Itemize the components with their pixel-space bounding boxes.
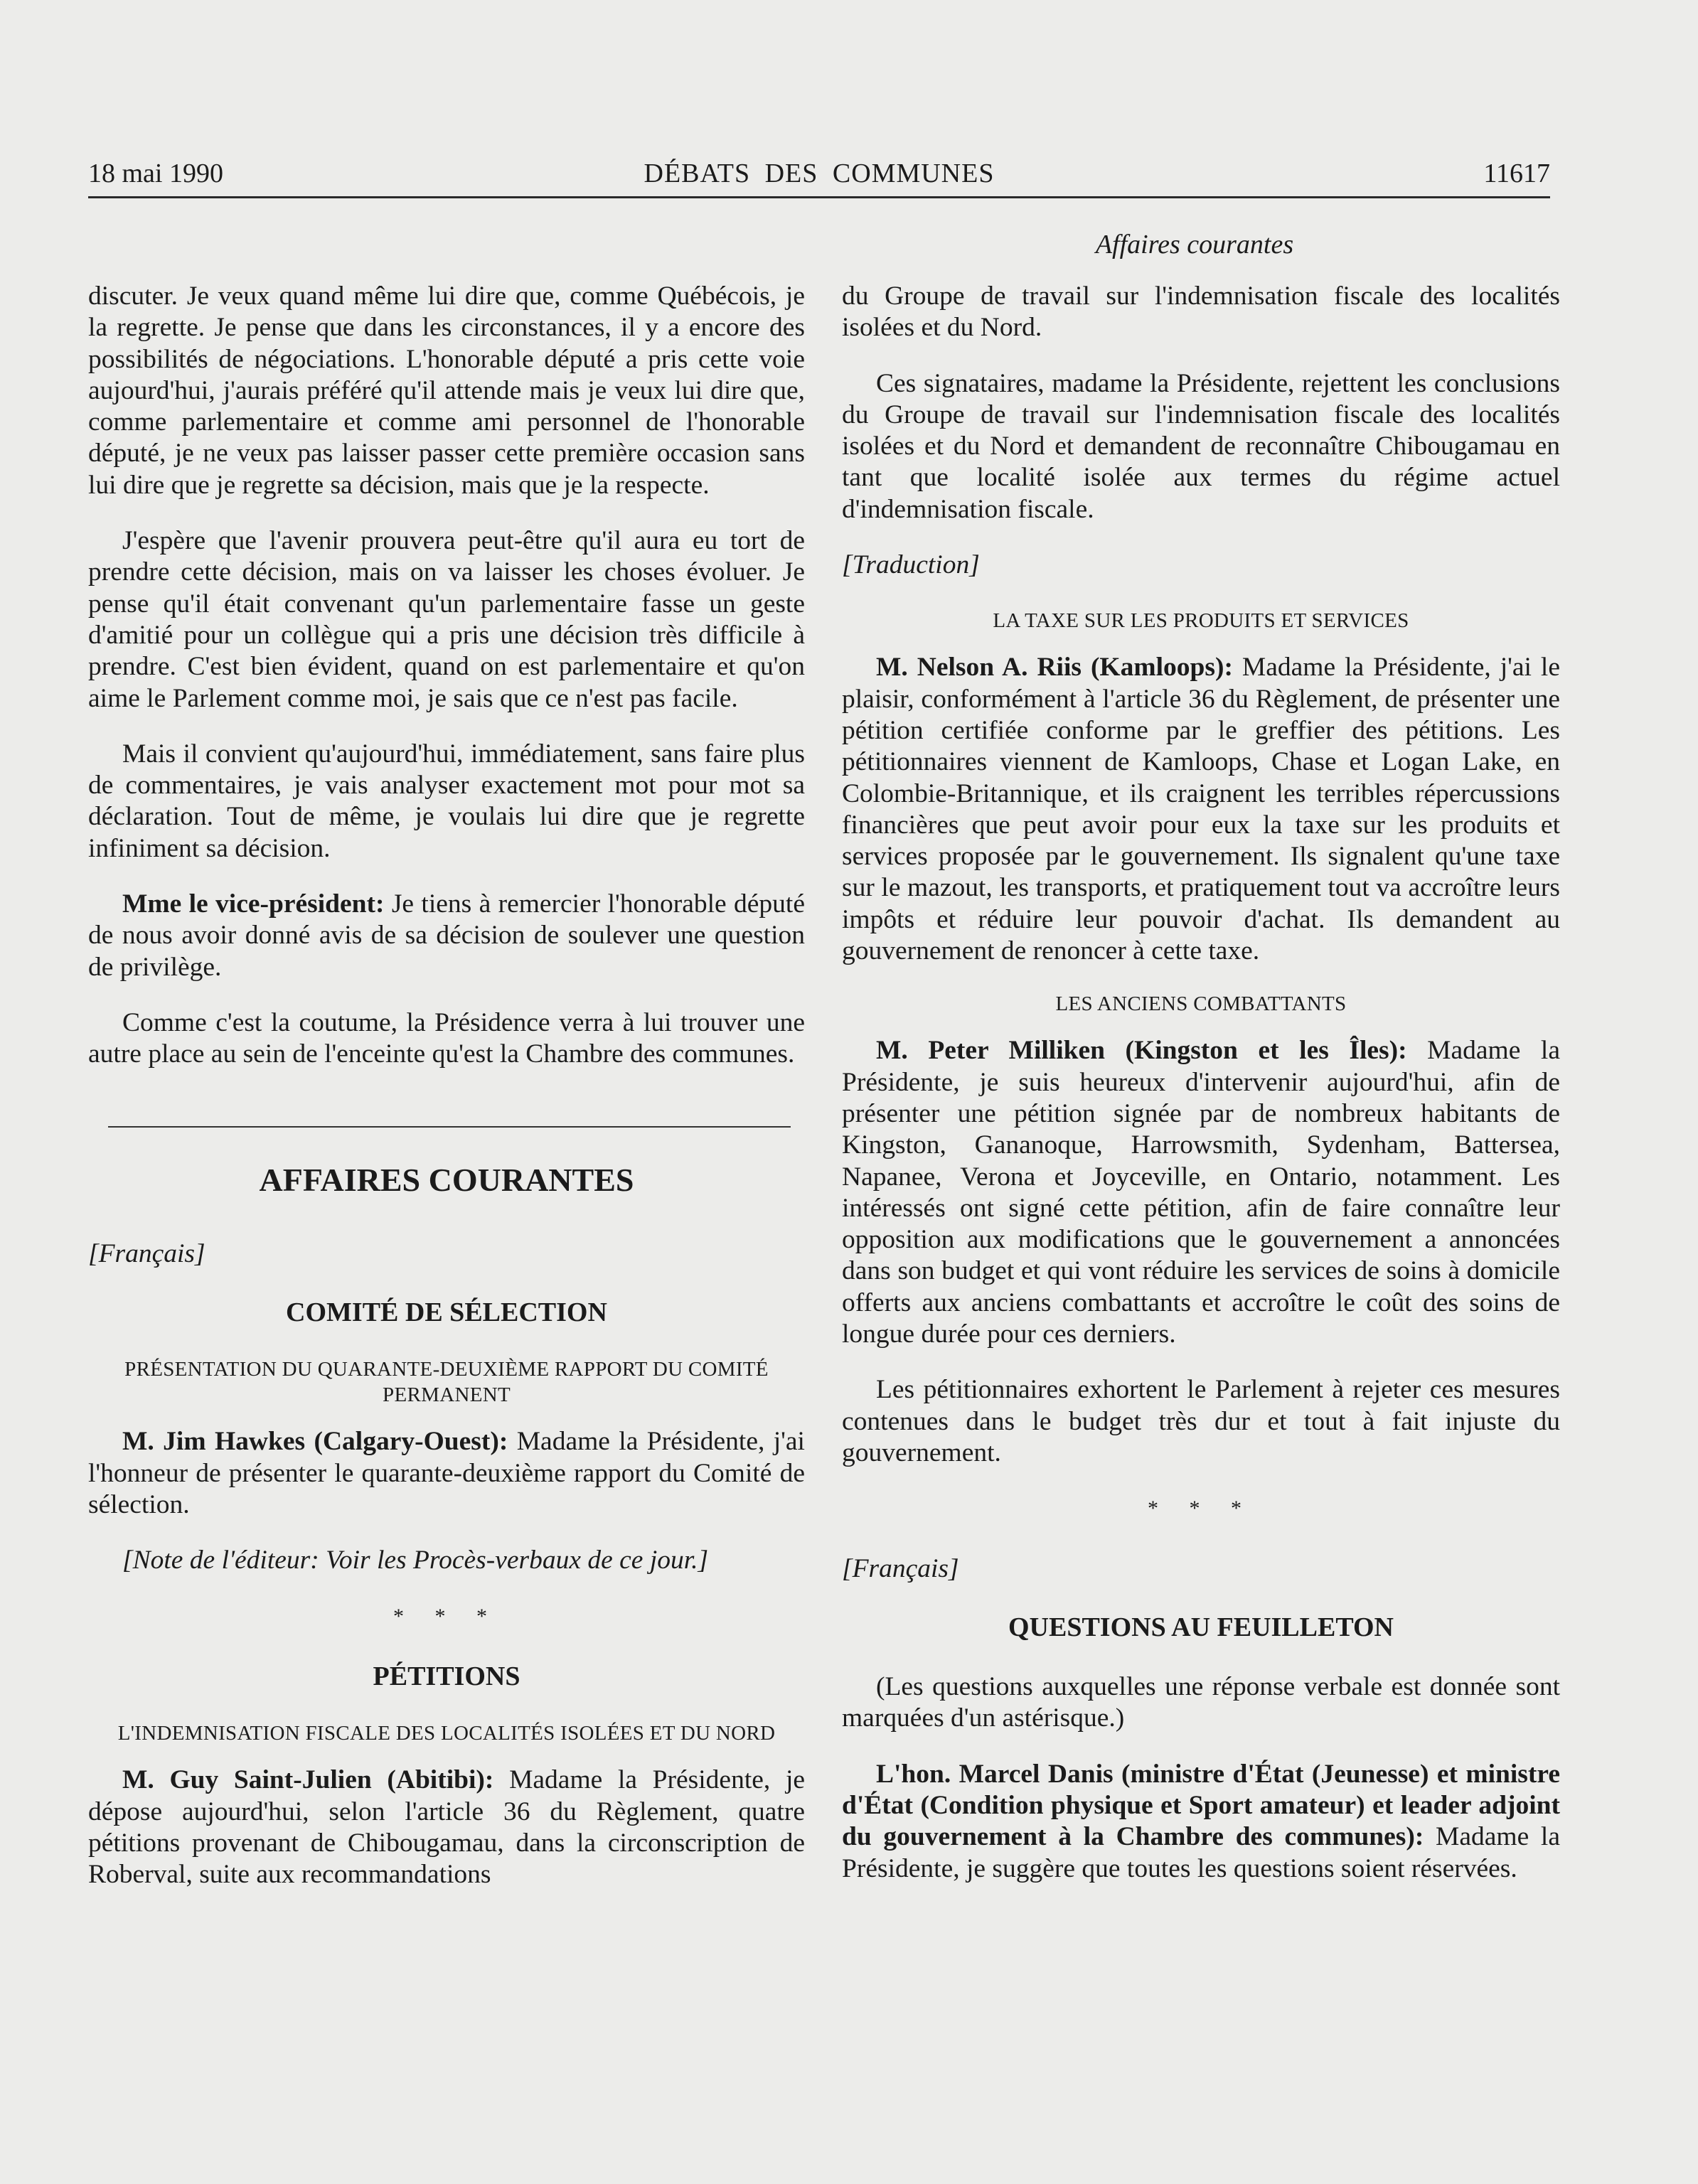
header-date: 18 mai 1990 [88, 159, 223, 188]
paragraph [88, 1765, 805, 1890]
editor-note: [Note de l'éditeur: Voir les Procès-verbaux de ce jour.] [122, 1546, 709, 1575]
section-separator: * * * [1148, 1497, 1254, 1521]
speaker-name: M. Guy Saint-Julien (Abitibi): [122, 1765, 494, 1795]
speaker-name: L'hon. Marcel Danis (ministre d'État (Jeunesse) et ministre d'État (Condition physique et Sport amateur) et leader adjoint du gouvernement à la Chambre des communes): [842, 1759, 1560, 1852]
subsection-subtitle: LA TAXE SUR LES PRODUITS ET SERVICES [993, 609, 1409, 633]
subsection-subtitle: L'INDEMNISATION FISCALE DES LOCALITÉS ISOLÉES ET DU NORD [117, 1722, 776, 1745]
subsection-subtitle: PRÉSENTATION DU QUARANTE-DEUXIÈME RAPPORT DU COMITÉ PERMANENT [124, 1358, 769, 1407]
speech-text: Madame la Présidente, je dépose aujourd'hui, selon l'article 36 du Règlement, quatre pétitions provenant de Chibougamau, dans la circonscription de Roberval, suite aux recommandations [88, 1765, 806, 1890]
paragraph [842, 1759, 1560, 1885]
speech-text: Madame la Présidente, je suis heureux d'intervenir aujourd'hui, afin de présenter une pétition signée par de nombreux habitants de Kingston, Gananoque, Harrowsmith, Sydenham, Battersea, Napanee, Verona et Joyceville, en Ontario, notamment. Les intéressés ont signé cette pétition, afin de faire connaître leur opposition aux modifications que le gouvernement a annoncées dans son budget et qui vont réduire les services de soins à domicile offerts aux anciens combattants et accroître le coût des soins de longue durée pour ces derniers. [842, 1036, 1560, 1349]
speaker-name: Mme le vice-président: [122, 889, 385, 919]
paragraph: discuter. Je veux quand même lui dire que, comme Québécois, je la regrette. Je pense que dans les circonstances, il y a encore des possibilités de négociations. L'honorable député a pris cette voie aujourd'hui, j'aurais préféré qu'il attende mais je veux lui dire que, comme parlementaire et comme ami personnel de l'honorable député, je ne veux pas laisser passer cette première occasion sans lui dire que je regrette sa décision, mais que je la respecte. [88, 282, 805, 500]
paragraph: Les pétitionnaires exhortent le Parlement à rejeter ces mesures contenues dans le budget très dur et tout à fait injuste du gouvernement. [842, 1375, 1560, 1467]
page-header [88, 155, 1550, 198]
speech-text: Madame la Présidente, je suggère que toutes les questions soient réservées. [842, 1822, 1560, 1883]
paragraph: Mais il convient qu'aujourd'hui, immédiatement, sans faire plus de commentaires, je vais analyser exactement mot pour mot sa déclaration. Tout de même, je voulais lui dire que je regrette infiniment sa décision. [88, 739, 805, 863]
speaker-name: M. Peter Milliken (Kingston et les Îles): [876, 1036, 1407, 1066]
paragraph [842, 652, 1560, 967]
subsection-heading: PÉTITIONS [373, 1661, 520, 1691]
speech-text: Madame la Présidente, j'ai l'honneur de présenter le quarante-deuxième rapport du Comité de sélection. [88, 1427, 805, 1520]
subsection-heading: QUESTIONS AU FEUILLETON [1008, 1612, 1394, 1642]
left-column [88, 281, 805, 1915]
subsection-subtitle: LES ANCIENS COMBATTANTS [1055, 992, 1347, 1016]
paragraph [88, 889, 805, 983]
paragraph [88, 1426, 805, 1521]
speaker-name: M. Nelson A. Riis (Kamloops): [876, 653, 1233, 682]
speaker-name: M. Jim Hawkes (Calgary-Ouest): [122, 1427, 508, 1457]
language-tag: [Français] [842, 1553, 959, 1583]
header-page-number: 11617 [1483, 159, 1550, 188]
section-heading: AFFAIRES COURANTES [259, 1161, 634, 1198]
right-column [842, 281, 1560, 1909]
speech-text: Madame la Présidente, j'ai le plaisir, conformément à l'article 36 du Règlement, de présenter une pétition certifiée conforme par le greffier des pétitions. Les pétitionnaires viennent de Kamloops, Chase et Logan Lake, en Colombie-Britannique, et ils craignent les terribles répercussions financières que peut avoir pour eux la taxe sur les produits et services proposée par le gouvernement. Ils signalent qu'une taxe sur le mazout, les transports, et pratiquement tout va accroître leurs impôts et réduire leur pouvoir d'achat. Ils demandent au gouvernement de renoncer à cette taxe. [842, 653, 1560, 966]
paragraph: du Groupe de travail sur l'indemnisation fiscale des localités isolées et du Nord. [842, 282, 1560, 343]
speech-text: Je tiens à remercier l'honorable député de nous avoir donné avis de sa décision de soulever une question de privilège. [88, 889, 805, 982]
paragraph: (Les questions auxquelles une réponse verbale est donnée sont marquées d'un astérisque.) [842, 1672, 1560, 1733]
paragraph [842, 1035, 1560, 1350]
paragraph: J'espère que l'avenir prouvera peut-être qu'il aura eu tort de prendre cette décision, mais on va laisser les choses évoluer. Je pense qu'il était convenant qu'un parlementaire fasse un geste d'amitié pour un collègue qui a pris une décision très difficile à prendre. C'est bien évident, quand on est parlementaire et qu'on aime le Parlement comme moi, je sais que ce n'est pas facile. [88, 526, 805, 713]
section-separator: * * * [393, 1604, 500, 1628]
section-divider [108, 1126, 791, 1128]
paragraph: Comme c'est la coutume, la Présidence verra à lui trouver une autre place au sein de l'enceinte qu'est la Chambre des communes. [88, 1007, 805, 1069]
language-tag: [Français] [88, 1238, 205, 1268]
subsection-heading: COMITÉ DE SÉLECTION [286, 1297, 607, 1328]
language-tag: [Traduction] [842, 550, 980, 580]
header-title: DÉBATS DES COMMUNES [644, 159, 995, 188]
paragraph: Ces signataires, madame la Présidente, rejettent les conclusions du Groupe de travail sur l'indemnisation fiscale des localités isolées et du Nord et demandent de reconnaître Chibougamau en tant que localité isolée aux termes du régime actuel d'indemnisation fiscale. [842, 368, 1560, 524]
running-head: Affaires courantes [1095, 230, 1294, 259]
